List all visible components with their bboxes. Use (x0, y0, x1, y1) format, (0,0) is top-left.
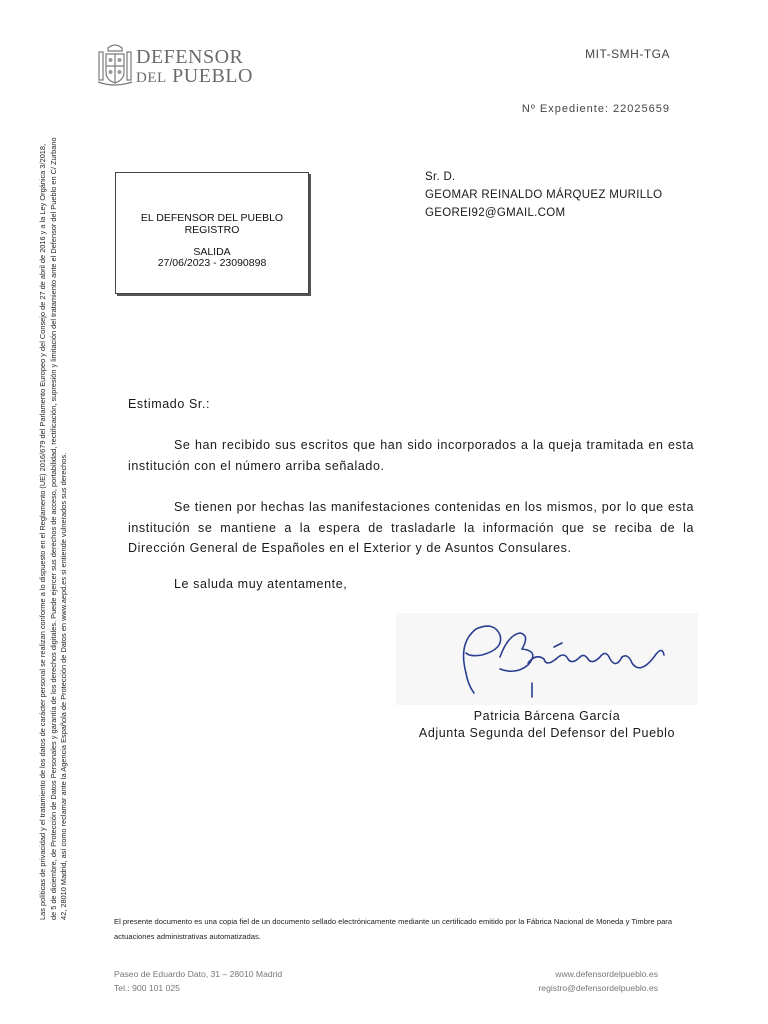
stamp-line-salida: SALIDA (193, 246, 231, 258)
recipient-email: GEOREI92@GMAIL.COM (425, 207, 566, 219)
recipient-title: Sr. D. (425, 171, 456, 183)
expediente-number: Nº Expediente: 22025659 (521, 103, 670, 115)
paragraph-2: Se tienen por hechas las manifestaciones contenidas en los mismos, por lo que esta institución se mantiene a la espera de trasladarle la información que se reciba de la Dirección General de Españoles en el Exterior y de Asuntos Consulares. (128, 500, 694, 555)
logo-line-del-pueblo (136, 65, 253, 88)
recipient-name: GEOMAR REINALDO MÁRQUEZ MURILLO (425, 189, 663, 201)
signer-name: Patricia Bárcena García (473, 709, 621, 723)
paragraph-1: Se han recibido sus escritos que han sido incorporados a la queja tramitada en esta institución con el número arriba señalado. (128, 438, 694, 473)
salutation: Estimado Sr.: (128, 397, 211, 411)
defensor-logo (96, 42, 256, 88)
stamp-line-registro: REGISTRO (184, 224, 240, 236)
coat-of-arms-icon (96, 42, 134, 88)
footer-phone: Tel.: 900 101 025 (114, 983, 180, 993)
logo-line-defensor: DEFENSOR (136, 46, 244, 68)
side-legal-notice (38, 135, 80, 920)
handwritten-signature (396, 613, 698, 705)
closing: Le saluda muy atentamente, (174, 577, 348, 591)
footer-email[interactable]: registro@defensordelpueblo.es (538, 983, 658, 993)
signer-role: Adjunta Segunda del Defensor del Pueblo (418, 726, 676, 740)
signature-area (396, 613, 698, 705)
footer-contact-block (538, 967, 658, 995)
electronic-seal-notice: El presente documento es una copia fiel de un documento sellado electrónicamente mediante un certificado emitido por la Fábrica Nacional de Moneda y Timbre para actuaciones administrativas automatizadas. (114, 917, 673, 941)
logo-del: DEL (136, 70, 167, 86)
stamp-line-institution: EL DEFENSOR DEL PUEBLO (140, 212, 284, 224)
footer-address-block (114, 967, 282, 995)
side-legal-text: Las políticas de privacidad y el tratamiento de los datos de carácter personal se realizan conforme a lo dispuesto en el Reglamento (UE) 2016/679 del Parlamento Europeo y del Consejo de 27 de abril de 2016 y a la Ley Orgánica 3/2018, de 5 de diciembre, de Protección de Datos Personales y garantía de los derechos digitales. Puede ejercer sus derechos de acceso, portabilidad, rectificación, supresión y limitación del tratamiento ante el Defensor del Pueblo en C/ Zurbano 42, 28010 Madrid, así como reclamar ante la Agencia Española de Protección de Datos en www.aepd.es si entiende vulnerados sus derechos. (38, 137, 68, 920)
registry-stamp (115, 172, 309, 294)
reference-code: MIT-SMH-TGA (585, 47, 670, 61)
footer-website[interactable]: www.defensordelpueblo.es (555, 969, 658, 979)
stamp-line-date-number: 27/06/2023 - 23090898 (157, 257, 267, 269)
recipient-block (425, 168, 662, 222)
logo-pueblo: PUEBLO (172, 65, 253, 87)
footer-address: Paseo de Eduardo Dato, 31 – 28010 Madrid (114, 969, 283, 979)
